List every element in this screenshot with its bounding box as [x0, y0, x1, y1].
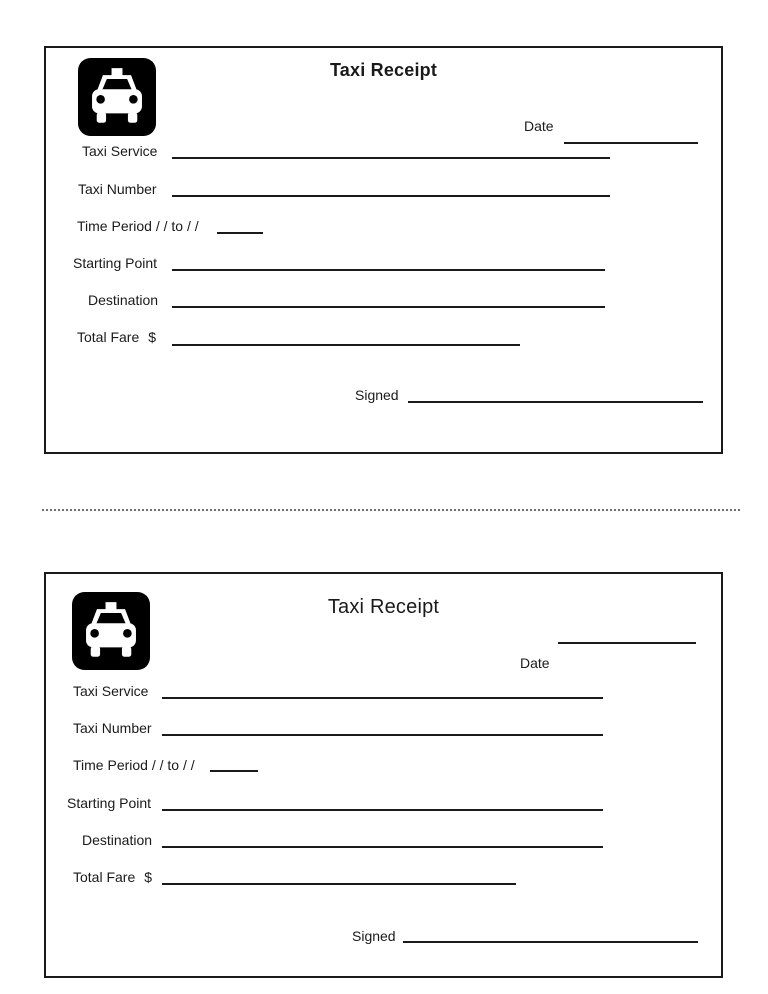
taxi-service-label: Taxi Service [82, 143, 158, 159]
dotted-cut-line [42, 509, 740, 511]
destination-line [162, 846, 603, 848]
date-line [564, 142, 698, 144]
signed-line [408, 401, 703, 403]
signed-label: Signed [355, 387, 399, 403]
taxi-receipt-card-1 [44, 46, 723, 454]
time-period-label: Time Period / / to / / [73, 757, 195, 773]
signed-label: Signed [352, 928, 396, 944]
taxi-number-label: Taxi Number [73, 720, 152, 736]
destination-line [172, 306, 605, 308]
starting-point-label: Starting Point [67, 795, 152, 811]
date-line [558, 642, 696, 644]
signed-line [403, 941, 698, 943]
starting-point-line [172, 269, 605, 271]
destination-label: Destination [88, 292, 159, 308]
total-fare-line [172, 344, 520, 346]
total-fare-label [77, 329, 156, 345]
page-title: Taxi Receipt [329, 60, 438, 80]
taxi-number-line [162, 734, 603, 736]
time-period-line [210, 770, 258, 772]
date-label: Date [524, 118, 554, 134]
time-period-label: Time Period / / to / / [77, 218, 199, 234]
total-fare-text: Total Fare [77, 329, 140, 345]
taxi-service-line [172, 157, 610, 159]
taxi-receipt-card-2 [44, 572, 723, 978]
taxi-number-label: Taxi Number [78, 181, 157, 197]
total-fare-text: Total Fare [73, 869, 136, 885]
starting-point-label: Starting Point [73, 255, 158, 271]
taxi-service-line [162, 697, 603, 699]
time-period-line [217, 232, 263, 234]
total-fare-label [73, 869, 152, 885]
dollar-sign: $ [148, 329, 157, 345]
starting-point-line [162, 809, 603, 811]
date-label: Date [520, 655, 550, 671]
page-title: Taxi Receipt [327, 596, 440, 618]
total-fare-line [162, 883, 516, 885]
taxi-service-label: Taxi Service [73, 683, 149, 699]
taxi-number-line [172, 195, 610, 197]
dollar-sign: $ [144, 869, 153, 885]
destination-label: Destination [82, 832, 153, 848]
